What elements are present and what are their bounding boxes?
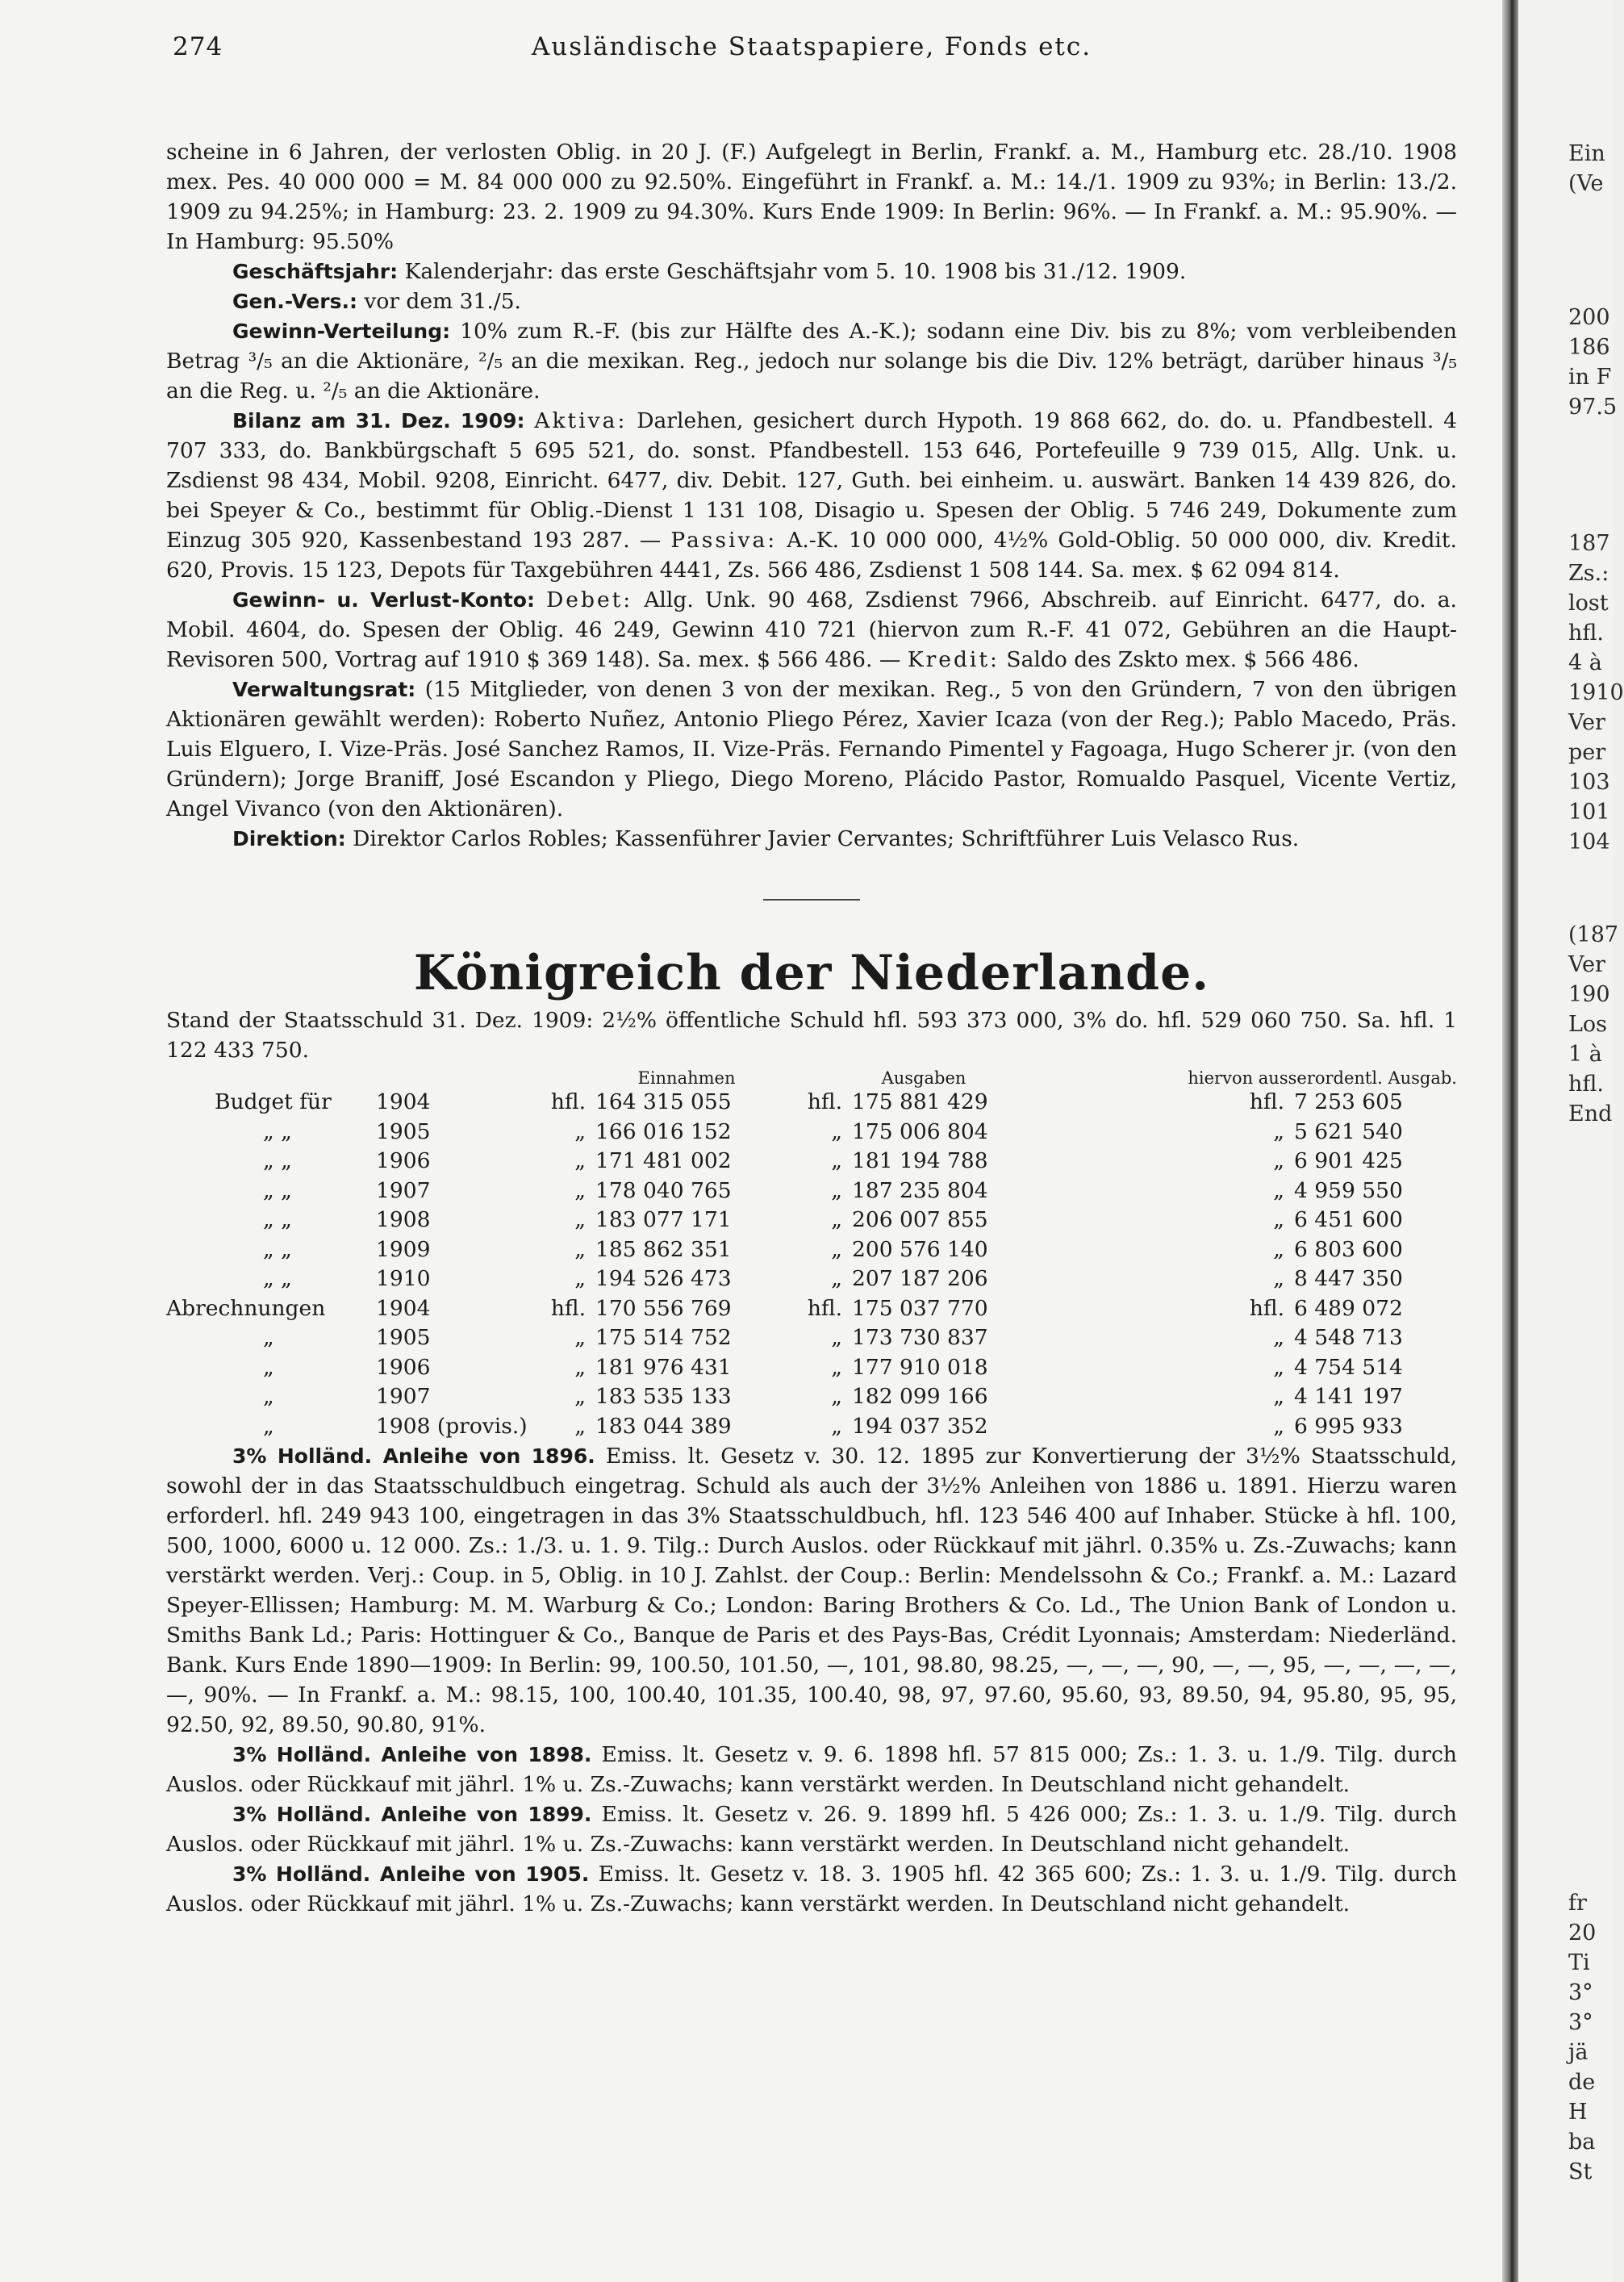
row-year: 1907 bbox=[376, 1384, 431, 1409]
facing-page-line: in F bbox=[1568, 365, 1612, 390]
facing-page-line: 187 bbox=[1568, 531, 1610, 556]
bilanz-aktiva-text: Darlehen, gesichert durch Hypoth. 19 868 662, do. do. u. Pfandbestell. 4 707 333, do. Bankbürgschaft 5 695 521, do. sonst. Pfandbestell. 153 646, Portefeuille 9 739 015, Allg. Unk. u. Zsdienst 98 434, Mobil. 9208, Einricht. 6477, div. Debit. 127, Guth. bei einheim. u. auswärt. Banken 14 439 826, do. bei Speyer & Co., bestimmt für Oblig.-Dienst 1 131 108, Disagio u. Spesen der Oblig. 5 746 249, Dokumente zum Einzug 305 920, Kassenbestand 193 287. — bbox=[166, 408, 1457, 553]
loan-1898-entry bbox=[166, 1740, 1457, 1799]
einnahmen-value: 181 976 431 bbox=[595, 1354, 732, 1380]
ausgaben-value: 200 576 140 bbox=[852, 1236, 988, 1262]
ausgaben-value: 194 037 352 bbox=[852, 1413, 988, 1439]
facing-page-line: 101 bbox=[1568, 800, 1610, 825]
geschaeftsjahr-entry bbox=[166, 257, 1457, 286]
loan-1905-entry bbox=[166, 1859, 1457, 1919]
facing-page-line: Ein bbox=[1568, 141, 1605, 166]
ausgaben-value: 175 006 804 bbox=[852, 1118, 988, 1144]
running-title: Ausländische Staatspapiere, Fonds etc. bbox=[531, 32, 1092, 61]
ausgaben-value: 175 881 429 bbox=[852, 1089, 988, 1114]
facing-page-line: Los bbox=[1568, 1012, 1608, 1037]
ausserord-value: 6 489 072 bbox=[1294, 1295, 1403, 1321]
facing-page-line: ba bbox=[1568, 2129, 1596, 2155]
loan-1905-text: Emiss. lt. Gesetz v. 18. 3. 1905 hfl. 42 365 600; Zs.: 1. 3. u. 1./9. Tilg. durch Auslos. oder Rückkauf mit jährl. 1% u. Zs.-Zuwachs; kann verstärkt werden. In Deutschland nicht gehandelt. bbox=[166, 1862, 1457, 1916]
einnahmen-value: 185 862 351 bbox=[595, 1236, 732, 1262]
facing-page-fragment-d bbox=[1568, 920, 1619, 1129]
facing-page-fragment-e bbox=[1568, 1888, 1614, 2187]
ausgaben-value: 182 099 166 bbox=[852, 1384, 988, 1409]
ausgaben-prefix: „ bbox=[831, 1207, 842, 1232]
einnahmen-prefix: „ bbox=[574, 1354, 586, 1380]
ausgaben-value: 181 194 788 bbox=[852, 1148, 988, 1173]
budget-row bbox=[166, 1264, 1457, 1294]
einnahmen-value: 194 526 473 bbox=[595, 1266, 732, 1291]
section-title: Königreich der Niederlande. bbox=[413, 945, 1210, 1001]
ausserord-prefix: „ bbox=[1273, 1354, 1284, 1380]
guv-kredit-label: Kredit: bbox=[907, 647, 1000, 672]
ausgaben-prefix: „ bbox=[831, 1325, 842, 1350]
row-label: „ bbox=[263, 1354, 274, 1380]
guv-debet-text: Allg. Unk. 90 468, Zsdienst 7966, Abschreib. auf Einricht. 6477, do. a. Mobil. 4604, do. Spesen der Oblig. 46 249, Gewinn 410 721 (hiervon zum R.-F. 41 072, Gebühren an die Haupt-Revisoren 500, Vortrag auf 1910 $ 369 148). Sa. mex. $ 566 486. — bbox=[166, 587, 1457, 672]
row-label: „ „ bbox=[263, 1177, 292, 1203]
facing-page-line: 186 bbox=[1568, 335, 1610, 360]
ausgaben-value: 207 187 206 bbox=[852, 1266, 988, 1291]
ausserord-value: 5 621 540 bbox=[1294, 1118, 1403, 1144]
einnahmen-value: 175 514 752 bbox=[595, 1325, 732, 1350]
row-year: 1908 bbox=[376, 1207, 431, 1232]
page-content bbox=[166, 32, 1457, 1919]
genvers-entry bbox=[166, 286, 1457, 316]
ausgaben-prefix: „ bbox=[831, 1118, 842, 1144]
ausgaben-prefix: „ bbox=[831, 1266, 842, 1291]
budget-row bbox=[166, 1118, 1457, 1147]
einnahmen-value: 183 077 171 bbox=[595, 1207, 732, 1232]
row-label: „ „ bbox=[263, 1148, 292, 1173]
guv-kredit-text: Saldo des Zskto mex. $ 566 486. bbox=[1006, 647, 1359, 672]
verwaltungsrat-text: (15 Mitglieder, von denen 3 von der mexikan. Reg., 5 von den Gründern, 7 von den übrigen Aktionären gewählt werden): Roberto Nuñez, Antonio Pliego Pérez, Xavier Icaza (von der Reg.); Pablo Macedo, Präs. Luis Elguero, I. Vize-Präs. José Sanchez Ramos, II. Vize-Präs. Fernando Pimentel y Fagoaga, Hugo Scherer jr. (von den Gründern); Jorge Braniff, José Escandon y Pliego, Diego Moreno, Plácido Pastor, Romualdo Pasquel, Vicente Vertiz, Angel Vivanco (von den Aktionären). bbox=[166, 677, 1457, 821]
ausserord-prefix: „ bbox=[1273, 1325, 1284, 1350]
ausserord-value: 6 995 933 bbox=[1294, 1413, 1403, 1439]
facing-page-line: jä bbox=[1568, 2040, 1589, 2065]
row-year: 1906 bbox=[376, 1354, 431, 1380]
row-year: 1909 bbox=[376, 1236, 431, 1262]
budget-table bbox=[166, 1068, 1457, 1441]
einnahmen-prefix: hfl. bbox=[550, 1089, 586, 1114]
loans-section bbox=[166, 1441, 1457, 1919]
facing-page-line: Ti bbox=[1568, 1950, 1590, 1975]
facing-page-line: 3° bbox=[1568, 1980, 1593, 2005]
row-label: „ „ bbox=[263, 1266, 292, 1291]
ausserord-value: 8 447 350 bbox=[1294, 1266, 1403, 1291]
ausserord-prefix: „ bbox=[1273, 1266, 1284, 1291]
facing-page-line: de bbox=[1568, 2070, 1596, 2095]
ausserord-prefix: „ bbox=[1273, 1177, 1284, 1203]
row-year: 1905 bbox=[376, 1118, 431, 1144]
netherlands-section bbox=[166, 1005, 1457, 1065]
einnahmen-value: 166 016 152 bbox=[595, 1118, 732, 1144]
budget-row bbox=[166, 1412, 1457, 1442]
ausgaben-value: 173 730 837 bbox=[852, 1325, 988, 1350]
einnahmen-prefix: hfl. bbox=[550, 1295, 586, 1321]
budget-table-body bbox=[166, 1088, 1457, 1441]
budget-row bbox=[166, 1147, 1457, 1177]
ausgaben-prefix: „ bbox=[831, 1354, 842, 1380]
geschaeftsjahr-text: Kalenderjahr: das erste Geschäftsjahr vom 5. 10. 1908 bis 31./12. 1909. bbox=[404, 259, 1187, 284]
einnahmen-prefix: „ bbox=[574, 1177, 586, 1203]
einnahmen-value: 183 044 389 bbox=[595, 1413, 732, 1439]
section-divider bbox=[763, 899, 860, 901]
einnahmen-prefix: „ bbox=[574, 1325, 586, 1350]
budget-row bbox=[166, 1382, 1457, 1412]
ausgaben-prefix: „ bbox=[831, 1413, 842, 1439]
facing-page-line: 97.5 bbox=[1568, 395, 1618, 420]
loan-1896-entry bbox=[166, 1441, 1457, 1740]
einnahmen-prefix: „ bbox=[574, 1384, 586, 1409]
row-year: 1908 (provis.) bbox=[376, 1413, 528, 1439]
staatsschuld-stand: Stand der Staatsschuld 31. Dez. 1909: 2½% öffentliche Schuld hfl. 593 373 000, 3% do. hfl. 529 060 750. Sa. hfl. 1 122 433 750. bbox=[166, 1008, 1457, 1063]
facing-page-line: 190 bbox=[1568, 982, 1610, 1007]
row-label: „ bbox=[263, 1325, 274, 1350]
facing-page-line: 4 à bbox=[1568, 650, 1602, 675]
ausserord-prefix: hfl. bbox=[1249, 1089, 1284, 1114]
budget-row bbox=[166, 1206, 1457, 1235]
col-ausserordentlich: hiervon ausserordentl. Ausgab. bbox=[1188, 1068, 1457, 1088]
budget-row bbox=[166, 1088, 1457, 1118]
loan-1898-label: 3% Holländ. Anleihe von 1898. bbox=[232, 1743, 592, 1766]
budget-row bbox=[166, 1323, 1457, 1353]
facing-page-line: (Ve bbox=[1568, 171, 1604, 196]
ausserord-value: 6 803 600 bbox=[1294, 1236, 1403, 1262]
loan-1896-text: Emiss. lt. Gesetz v. 30. 12. 1895 zur Konvertierung der 3½% Staatsschuld, sowohl der in das Staatsschuldbuch eingetrag. Schuld als auch der 3½% Anleihen von 1886 u. 1891. Hierzu waren erforderl. hfl. 249 943 100, eingetragen in das 3% Staatsschuldbuch, hfl. 123 546 400 auf Inhaber. Stücke à hfl. 100, 500, 1000, 6000 u. 12 000. Zs.: 1./3. u. 1. 9. Tilg.: Durch Auslos. oder Rückkauf mit jährl. 0.35% u. Zs.-Zuwachs; kann verstärkt werden. Verj.: Coup. in 5, Oblig. in 10 J. Zahlst. der Coup.: Berlin: Mendelssohn & Co.; Frankf. a. M.: Lazard Speyer-Ellissen; Hamburg: M. M. Warburg & Co.; London: Baring Brothers & Co. Ld., The Union Bank of London u. Smiths Bank Ld.; Paris: Hottinguer & Co., Banque de Paris et des Pays-Bas, Crédit Lyonnais; Amsterdam: Niederländ. Bank. Kurs Ende 1890—1909: In Berlin: 99, 100.50, 101.50, —, 101, 98.80, 98.25, —, —, —, 90, —, —, 95, —, —, —, —, —, 90%. — In Frankf. a. M.: 98.15, 100, 100.40, 101.35, 100.40, 98, 97, 97.60, 95.60, 93, 89.50, 94, 95.80, 95, 95, 92.50, 92, 89.50, 90.80, 91%. bbox=[166, 1444, 1457, 1737]
ausgaben-prefix: hfl. bbox=[807, 1295, 842, 1321]
einnahmen-value: 164 315 055 bbox=[595, 1089, 732, 1114]
mexico-section bbox=[166, 137, 1457, 854]
row-year: 1905 bbox=[376, 1325, 431, 1350]
row-year: 1904 bbox=[376, 1089, 431, 1114]
ausserord-value: 4 548 713 bbox=[1294, 1325, 1403, 1350]
geschaeftsjahr-label: Geschäftsjahr: bbox=[232, 260, 399, 283]
facing-page-line: hfl. bbox=[1568, 621, 1604, 646]
row-label: „ bbox=[263, 1384, 274, 1409]
genvers-label: Gen.-Vers.: bbox=[232, 290, 357, 313]
loan-1905-label: 3% Holländ. Anleihe von 1905. bbox=[232, 1862, 590, 1886]
verwaltungsrat-entry bbox=[166, 675, 1457, 824]
einnahmen-value: 171 481 002 bbox=[595, 1148, 732, 1173]
facing-page-line: 1910 bbox=[1568, 680, 1624, 705]
facing-page-line: H bbox=[1568, 2100, 1588, 2125]
einnahmen-value: 183 535 133 bbox=[595, 1384, 732, 1409]
ausgaben-prefix: „ bbox=[831, 1148, 842, 1173]
row-label: „ „ bbox=[263, 1236, 292, 1262]
verwaltungsrat-label: Verwaltungsrat: bbox=[232, 678, 416, 701]
loan-1899-entry bbox=[166, 1799, 1457, 1859]
page-number: 274 bbox=[173, 32, 223, 61]
bilanz-passiva-text: A.-K. 10 000 000, 4½% Gold-Oblig. 50 000 000, div. Kredit. 620, Provis. 15 123, Depots für Taxgebühren 4441, Zs. 566 486, Zsdienst 1 508 144. Sa. mex. $ 62 094 814. bbox=[166, 528, 1457, 583]
loan-1899-label: 3% Holländ. Anleihe von 1899. bbox=[232, 1803, 592, 1826]
einnahmen-value: 170 556 769 bbox=[595, 1295, 732, 1321]
ausserord-prefix: „ bbox=[1273, 1384, 1284, 1409]
einnahmen-prefix: „ bbox=[574, 1266, 586, 1291]
direktion-text: Direktor Carlos Robles; Kassenführer Javier Cervantes; Schriftführer Luis Velasco Rus. bbox=[353, 826, 1300, 851]
ausgaben-value: 187 235 804 bbox=[852, 1177, 988, 1203]
budget-row bbox=[166, 1235, 1457, 1265]
ausserord-value: 4 959 550 bbox=[1294, 1177, 1403, 1203]
ausgaben-prefix: „ bbox=[831, 1177, 842, 1203]
ausserord-value: 4 754 514 bbox=[1294, 1354, 1403, 1380]
row-year: 1904 bbox=[376, 1295, 431, 1321]
facing-page-fragment-c bbox=[1568, 529, 1624, 857]
ausserord-value: 6 901 425 bbox=[1294, 1148, 1403, 1173]
ausserord-prefix: „ bbox=[1273, 1207, 1284, 1232]
ausserord-prefix: „ bbox=[1273, 1413, 1284, 1439]
gewinn-verteilung-label: Gewinn-Verteilung: bbox=[232, 320, 451, 343]
facing-page-fragment-b bbox=[1568, 303, 1618, 422]
row-year: 1906 bbox=[376, 1148, 431, 1173]
ausgaben-prefix: hfl. bbox=[807, 1089, 842, 1114]
loan-1899-text: Emiss. lt. Gesetz v. 26. 9. 1899 hfl. 5 426 000; Zs.: 1. 3. u. 1./9. Tilg. durch Auslos. oder Rückkauf mit jährl. 1% u. Zs.-Zuwachs: kann verstärkt werden. In Deutschland nicht gehandelt. bbox=[166, 1802, 1457, 1857]
ausserord-value: 4 141 197 bbox=[1294, 1384, 1403, 1409]
bilanz-aktiva-label: Aktiva: bbox=[534, 408, 628, 433]
book-gutter bbox=[1502, 0, 1518, 2282]
mexico-intro: scheine in 6 Jahren, der verlosten Oblig. in 20 J. (F.) Aufgelegt in Berlin, Frankf. a. M., Hamburg etc. 28./10. 1908 mex. Pes. 40 000 000 = M. 84 000 000 zu 92.50%. Eingeführt in Frankf. a. M.: 14./1. 1909 zu 93%; in Berlin: 13./2. 1909 zu 94.25%; in Hamburg: 23. 2. 1909 zu 94.30%. Kurs Ende 1909: In Berlin: 96%. — In Frankf. a. M.: 95.90%. — In Hamburg: 95.50% bbox=[166, 140, 1457, 254]
einnahmen-prefix: „ bbox=[574, 1236, 586, 1262]
budget-row bbox=[166, 1353, 1457, 1383]
ausgaben-prefix: „ bbox=[831, 1236, 842, 1262]
row-label: „ „ bbox=[263, 1118, 292, 1144]
facing-page-line: 1 à bbox=[1568, 1042, 1602, 1067]
guv-label: Gewinn- u. Verlust-Konto: bbox=[232, 588, 535, 612]
ausserord-prefix: hfl. bbox=[1249, 1295, 1284, 1321]
row-label: Abrechnungen bbox=[166, 1295, 326, 1321]
facing-page-line: hfl. bbox=[1568, 1072, 1604, 1097]
ausserord-prefix: „ bbox=[1273, 1148, 1284, 1173]
ausgaben-value: 177 910 018 bbox=[852, 1354, 988, 1380]
einnahmen-prefix: „ bbox=[574, 1148, 586, 1173]
facing-page-line: Zs.: bbox=[1568, 561, 1609, 586]
budget-row bbox=[166, 1177, 1457, 1206]
row-year: 1910 bbox=[376, 1266, 431, 1291]
bilanz-passiva-label: Passiva: bbox=[670, 528, 778, 553]
facing-page-line: 200 bbox=[1568, 305, 1610, 330]
loan-1898-text: Emiss. lt. Gesetz v. 9. 6. 1898 hfl. 57 815 000; Zs.: 1. 3. u. 1./9. Tilg. durch Auslos. oder Rückkauf mit jährl. 1% u. Zs.-Zuwachs; kann verstärkt werden. In Deutschland nicht gehandelt. bbox=[166, 1742, 1457, 1797]
facing-page-line: 104 bbox=[1568, 830, 1610, 855]
row-label: Budget für bbox=[215, 1089, 332, 1114]
ausgaben-value: 175 037 770 bbox=[852, 1295, 988, 1321]
ausgaben-value: 206 007 855 bbox=[852, 1207, 988, 1232]
facing-page-line: St bbox=[1568, 2159, 1593, 2184]
facing-page-line: (187 bbox=[1568, 922, 1619, 947]
direktion-label: Direktion: bbox=[232, 827, 346, 851]
loan-1896-label: 3% Holländ. Anleihe von 1896. bbox=[232, 1444, 595, 1468]
row-year: 1907 bbox=[376, 1177, 431, 1203]
facing-page-line: 20 bbox=[1568, 1920, 1597, 1946]
ausserord-prefix: „ bbox=[1273, 1236, 1284, 1262]
budget-table-header bbox=[166, 1068, 1457, 1088]
einnahmen-prefix: „ bbox=[574, 1207, 586, 1232]
bilanz-entry bbox=[166, 406, 1457, 585]
facing-page-line: 103 bbox=[1568, 770, 1610, 795]
facing-page-fragment-a bbox=[1568, 139, 1614, 199]
budget-row bbox=[166, 1294, 1457, 1324]
col-einnahmen: Einnahmen bbox=[637, 1068, 736, 1088]
col-ausgaben: Ausgaben bbox=[881, 1068, 966, 1088]
facing-page-line: lost bbox=[1568, 591, 1609, 616]
bilanz-label: Bilanz am 31. Dez. 1909: bbox=[232, 409, 525, 433]
guv-entry bbox=[166, 585, 1457, 675]
einnahmen-prefix: „ bbox=[574, 1413, 586, 1439]
gewinn-verteilung-text: 10% zum R.-F. (bis zur Hälfte des A.-K.); sodann eine Div. bis zu 8%; vom verbleibenden Betrag ³/₅ an die Aktionäre, ²/₅ an die mexikan. Reg., jedoch nur solange bis die Div. 12% beträgt, darüber hinaus ³/₅ an die Reg. u. ²/₅ an die Aktionäre. bbox=[166, 319, 1457, 403]
genvers-text: vor dem 31./5. bbox=[364, 289, 521, 314]
ausserord-prefix: „ bbox=[1273, 1118, 1284, 1144]
einnahmen-prefix: „ bbox=[574, 1118, 586, 1144]
running-header bbox=[166, 32, 1457, 71]
ausgaben-prefix: „ bbox=[831, 1384, 842, 1409]
row-label: „ bbox=[263, 1413, 274, 1439]
facing-page-line: 3° bbox=[1568, 2010, 1593, 2035]
gewinn-verteilung-entry bbox=[166, 316, 1457, 406]
facing-page-line: per bbox=[1568, 740, 1606, 765]
facing-page-line: Ver bbox=[1568, 952, 1605, 977]
guv-debet-label: Debet: bbox=[546, 587, 633, 612]
ausserord-value: 7 253 605 bbox=[1294, 1089, 1403, 1114]
einnahmen-value: 178 040 765 bbox=[595, 1177, 732, 1203]
facing-page-line: Ver bbox=[1568, 710, 1605, 735]
row-label: „ „ bbox=[263, 1207, 292, 1232]
ausserord-value: 6 451 600 bbox=[1294, 1207, 1403, 1232]
direktion-entry bbox=[166, 824, 1457, 854]
facing-page-line: fr bbox=[1568, 1891, 1587, 1916]
facing-page-line: End bbox=[1568, 1101, 1613, 1126]
